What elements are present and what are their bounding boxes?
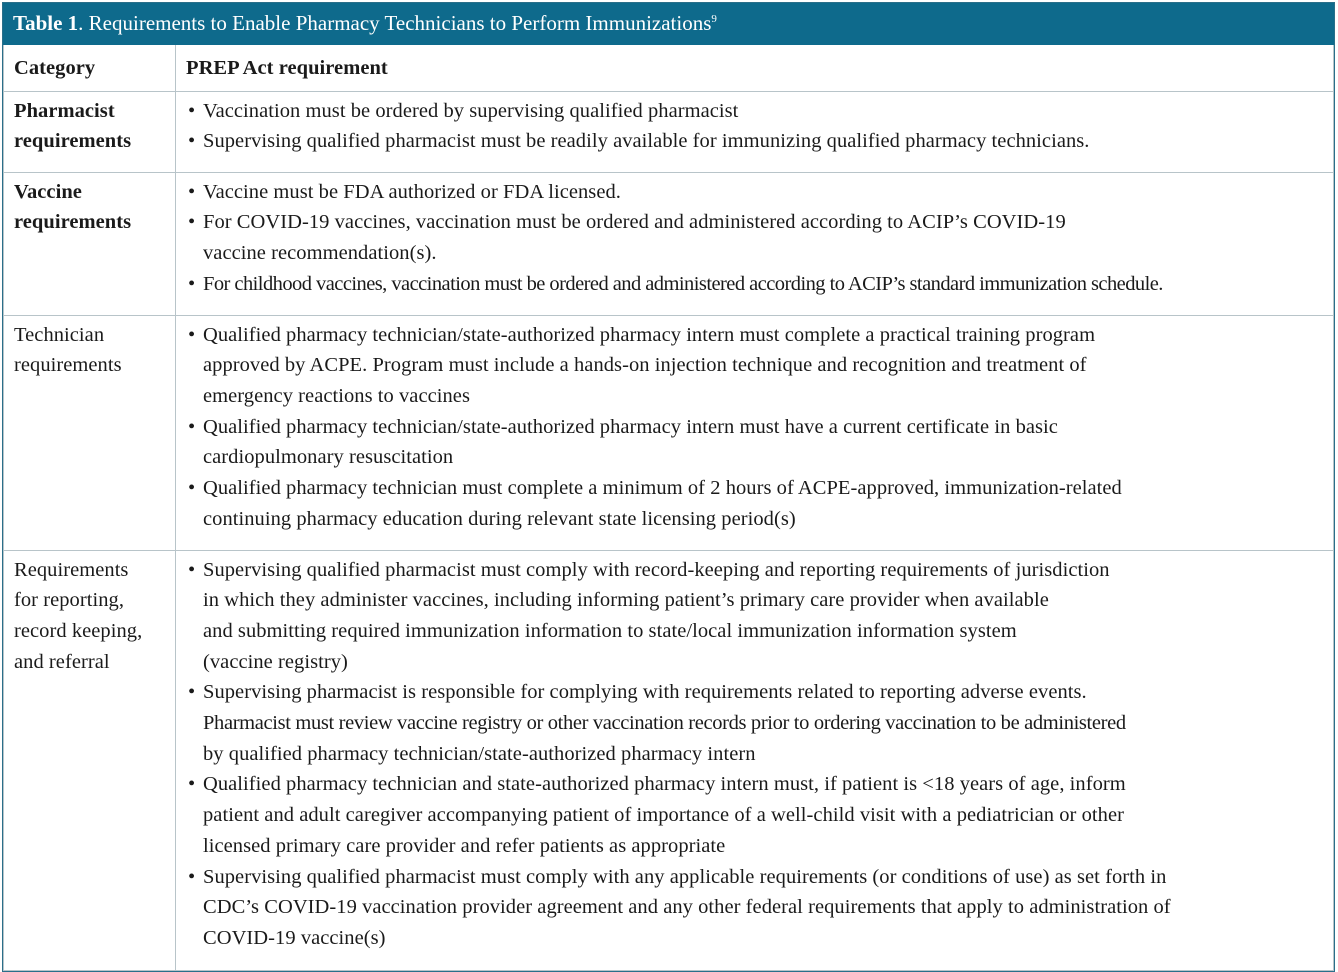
requirement-text: • Supervising qualified pharmacist must comply with any applicable requirements (or conditions of use) as set forth in: [203, 865, 1167, 888]
requirement-item: [186, 412, 1327, 473]
row-pharmacist-requirements: [4, 91, 1334, 172]
requirement-text: in which they administer vaccines, including informing patient’s primary care provider when available: [203, 589, 1049, 612]
category-line: Vaccine: [14, 180, 82, 203]
requirement-item: [186, 177, 1327, 208]
category-line: for reporting,: [14, 589, 124, 612]
category-cell: [4, 172, 176, 315]
category-line: Technician: [14, 323, 105, 346]
table-caption-text: . Requirements to Enable Pharmacy Technicians to Perform Immunizations: [78, 11, 712, 35]
category-cell: [4, 550, 176, 970]
requirement-cell: [176, 550, 1334, 970]
category-line: requirements: [14, 354, 122, 377]
requirement-text: (vaccine registry): [203, 650, 348, 673]
row-vaccine-requirements: [4, 172, 1334, 315]
row-technician-requirements: [4, 315, 1334, 550]
requirement-item: [186, 473, 1327, 534]
table-caption-label: Table 1: [13, 11, 79, 35]
requirement-text: by qualified pharmacy technician/state-authorized pharmacy intern: [203, 742, 756, 765]
requirement-item: [186, 769, 1327, 861]
requirement-text: licensed primary care provider and refer patients as appropriate: [203, 834, 726, 857]
requirement-text: • Qualified pharmacy technician must complete a minimum of 2 hours of ACPE-approved, immunization-related: [203, 477, 1122, 500]
requirement-text: CDC’s COVID-19 vaccination provider agreement and any other federal requirements that apply to administration of: [203, 896, 1171, 919]
requirement-text: vaccine recommendation(s).: [203, 241, 437, 264]
requirements-table: [2, 2, 1335, 972]
requirement-text: continuing pharmacy education during relevant state licensing period(s): [203, 507, 796, 530]
requirement-item: [186, 96, 1327, 127]
requirement-text: • Vaccination must be ordered by supervising qualified pharmacist: [203, 99, 739, 122]
requirement-text: • Supervising pharmacist is responsible for complying with requirements related to reporting adverse events.: [203, 681, 1087, 704]
header-category: Category: [4, 45, 176, 91]
requirement-item: [186, 207, 1327, 268]
category-line: requirements: [14, 130, 132, 153]
requirement-text: patient and adult caregiver accompanying patient of importance of a well-child visit with a pediatrician or other: [203, 804, 1124, 827]
footnote-reference: 9: [711, 13, 717, 25]
requirement-text: cardiopulmonary resuscitation: [203, 446, 454, 469]
requirement-cell: [176, 91, 1334, 172]
requirement-item: [186, 126, 1327, 157]
requirement-text: • Qualified pharmacy technician and state-authorized pharmacy intern must, if patient is <18 years of age, inform: [203, 773, 1126, 796]
requirement-text: • Supervising qualified pharmacist must comply with record-keeping and reporting requirements of jurisdiction: [203, 558, 1110, 581]
header-prep-act-requirement: PREP Act requirement: [176, 45, 1334, 91]
requirement-list: [186, 555, 1327, 954]
requirement-text: • Supervising qualified pharmacist must be readily available for immunizing qualified pharmacy technicians.: [203, 130, 1090, 153]
requirement-text: • Qualified pharmacy technician/state-authorized pharmacy intern must complete a practical training program: [203, 323, 1096, 346]
requirement-list: [186, 96, 1327, 157]
requirement-item: [186, 555, 1327, 678]
requirement-cell: [176, 315, 1334, 550]
requirement-item: [186, 320, 1327, 412]
requirement-text: COVID-19 vaccine(s): [203, 926, 386, 949]
requirement-item: [186, 269, 1327, 300]
category-line: requirements: [14, 211, 132, 234]
requirement-cell: [176, 172, 1334, 315]
requirement-text: and submitting required immunization information to state/local immunization information system: [203, 619, 1017, 642]
requirement-text: emergency reactions to vaccines: [203, 384, 470, 407]
header-row: [4, 45, 1334, 91]
table-caption: [3, 3, 1334, 45]
category-cell: [4, 91, 176, 172]
category-line: and referral: [14, 650, 110, 673]
requirement-text: • Qualified pharmacy technician/state-authorized pharmacy intern must have a current certificate in basic: [203, 415, 1058, 438]
row-reporting-requirements: [4, 550, 1334, 970]
requirement-item: [186, 677, 1327, 769]
requirement-text: • For COVID-19 vaccines, vaccination must be ordered and administered according to ACIP’s COVID-19: [203, 211, 1066, 234]
requirement-list: [186, 177, 1327, 300]
requirement-item: [186, 862, 1327, 954]
category-line: Pharmacist: [14, 99, 115, 122]
requirement-text: approved by ACPE. Program must include a hands-on injection technique and recognition and treatment of: [203, 354, 1087, 377]
requirement-text: Pharmacist must review vaccine registry or other vaccination records prior to ordering vaccination to be administered: [203, 712, 1126, 735]
requirement-list: [186, 320, 1327, 535]
category-line: Requirements: [14, 558, 129, 581]
table-body: [3, 45, 1334, 971]
category-cell: [4, 315, 176, 550]
requirement-text: • Vaccine must be FDA authorized or FDA licensed.: [203, 180, 621, 203]
requirement-text: • For childhood vaccines, vaccination must be ordered and administered according to ACIP’s standard immunization schedule.: [203, 272, 1163, 295]
category-line: record keeping,: [14, 619, 143, 642]
